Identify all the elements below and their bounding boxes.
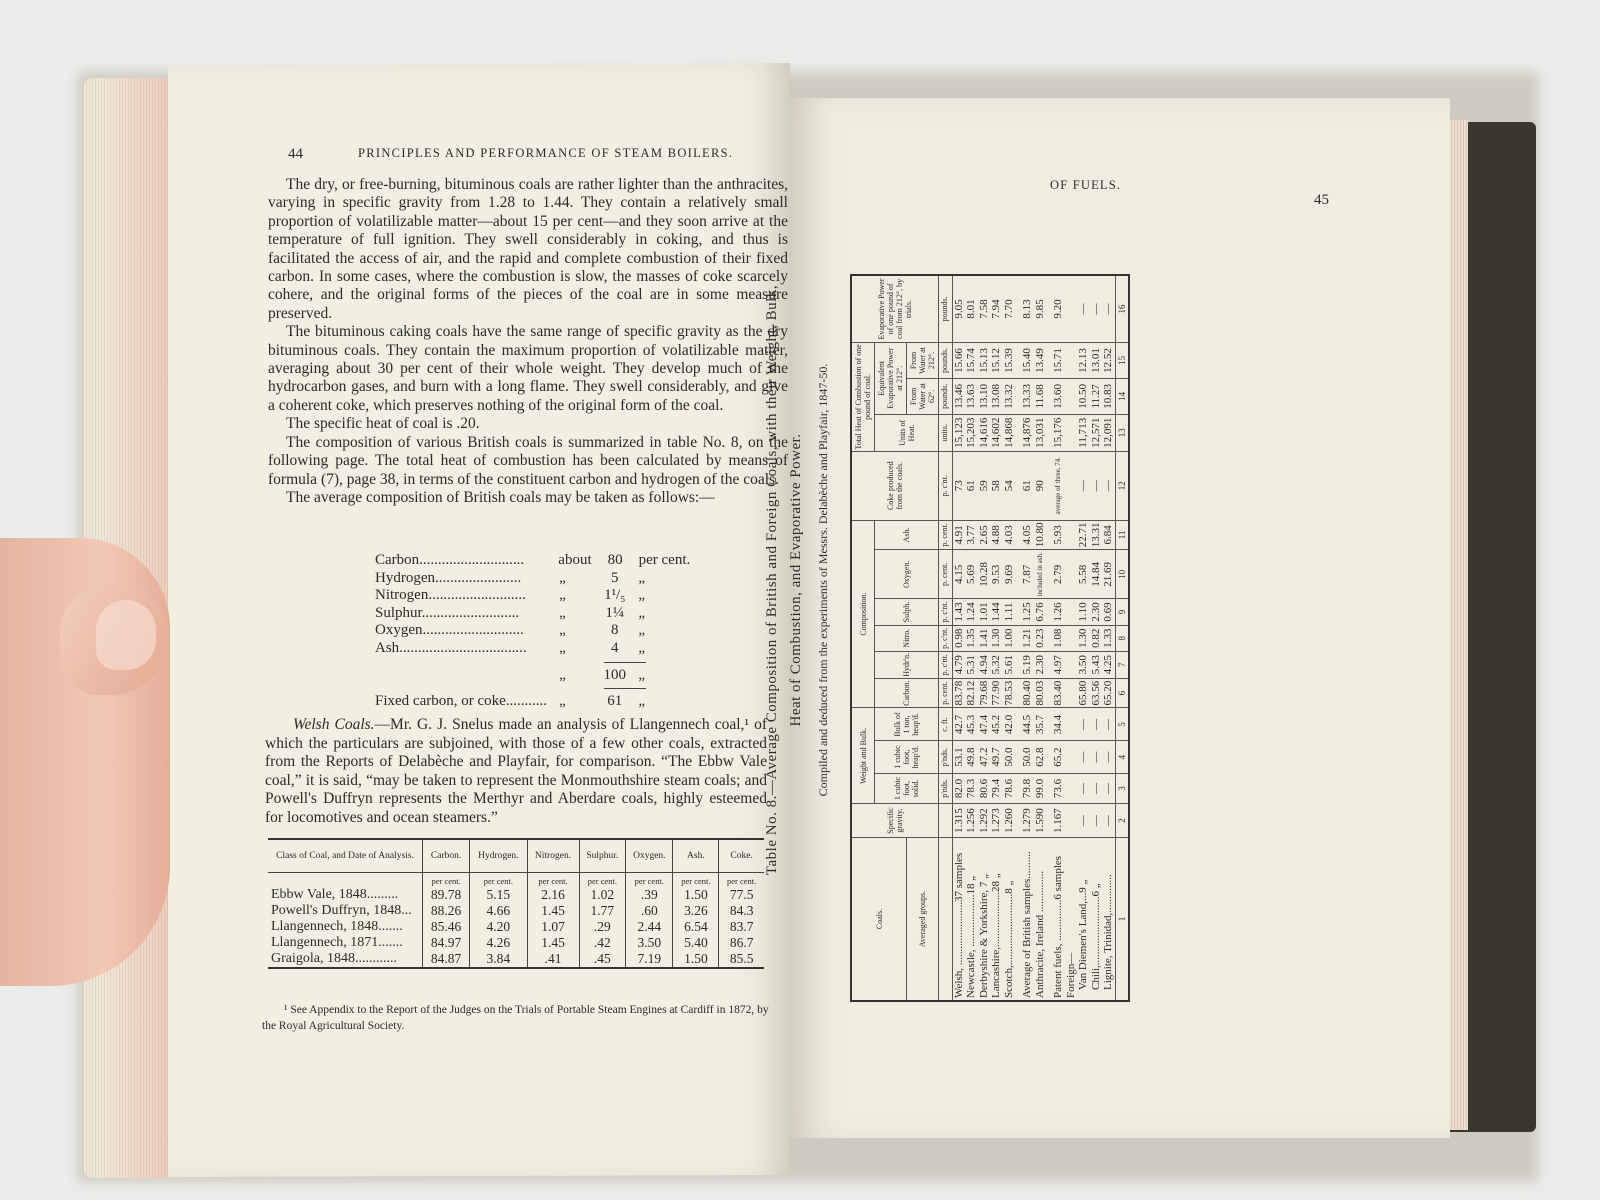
table-row: Anthracite, Ireland ............... 1.590 99.0 62.8 35.7 80.03 2.30 0.23 6.76 included in ash. 10.80 90 13,031 11.68 13.49 9.85 (1034, 275, 1047, 1001)
paragraph-average: The average composition of British coals may be taken as follows:— (286, 488, 715, 506)
header-specific-gravity: Specific gravity. (851, 804, 939, 838)
table-row: Chili,.........................6 „ — — — — 63.56 5.43 0.82 2.30 14.84 13.31 — 12,571 11.27 13.01 — (1090, 275, 1103, 1001)
table-caption: Table No. 8.—Average Composition of British and Foreign Coals, with their Weight, Bulk, (764, 284, 780, 876)
right-running-title: OF FUELS. (1050, 178, 1122, 192)
rotated-table-block (764, 70, 1404, 1090)
header-w2: 1 cubic foot, heap'd. (875, 741, 939, 773)
welsh-coals-table (268, 838, 764, 969)
header-equivalent: Equivalent Evaporative Power at 212°. (875, 342, 907, 414)
table-row: Foreign— (1065, 275, 1078, 1001)
table-header: Hydrogen. (470, 839, 527, 873)
header-coals: Coals. (851, 838, 907, 1002)
table-row: Scotch,..........................8 „ 1.260 78.6 50.0 42.0 78.53 5.61 1.00 1.11 9.69 4.03 54 14,868 13.32 15.39 7.70 (1003, 275, 1016, 1001)
table-header: Carbon. (423, 839, 470, 873)
table-units-row: p'nds. p'nds. c. ft. p. cent. p. c'nt. p. c'nt. p. c'nt. p. cent. p. cent. p. c'nt. units. pounds. pounds. pounds. (939, 275, 953, 1001)
coal-composition-table (850, 274, 1130, 1002)
header-carbon: Carbon. (875, 678, 939, 708)
header-oxygen: Oxygen. (875, 550, 939, 599)
right-page-number: 45 (1314, 192, 1329, 208)
footnote: ¹ See Appendix to the Report of the Judges on the Trials of Portable Steam Engines at Cardiff in 1872, by the Royal Agricultural Society. (262, 1004, 769, 1032)
welsh-heading: Welsh Coals. (293, 716, 375, 733)
header-sulphur: Sulph. (875, 599, 939, 625)
composition-row: Oxygen........................... „ 8 „ (375, 622, 646, 639)
composition-row: Nitrogen.......................... „ 1¹/₅ „ (375, 587, 646, 604)
header-ash: Ash. (875, 520, 939, 550)
left-page-header (288, 146, 788, 163)
composition-row: Sulphur.......................... „ 1¼ „ (375, 604, 646, 621)
paragraph-composition: The composition of various British coals is summarized in table No. 8, on the following page. The total heat of combustion has been calculated by means of formula (7), page 38, in terms of the constituent carbon and hydrogen of the coals. (268, 433, 788, 488)
table-row: Derbyshire & Yorkshire, 7 „ 1.292 80.6 47.2 47.4 79.68 4.94 1.41 1.01 10.28 2.65 59 14,616 13.10 15.13 7.58 (978, 275, 991, 1001)
header-coke: Coke produced from the coals. (851, 451, 939, 520)
paragraph-dry-coals: The dry, or free-burning, bituminous coals are rather lighter than the anthracites, varying in specific gravity from 1.28 to 1.44. They contain a relatively small proportion of volatilizable matter—about 15 per cent—and they soon arrive at the temperature of full ignition. They swell considerably in coking, and thus is facilitated the access of air, and the rapid and complete combustion of their fixed carbon. In some cases, where the combustion is slow, the masses of coke scarcely cohere, and the original forms of the pieces of the coal are in some measure preserved. (268, 176, 788, 322)
header-w3: Bulk of 1 ton, heap'd. (875, 708, 939, 741)
header-evaporative: Evaporative Power of one pound of coal from 212°, by trials. (851, 275, 939, 342)
table-row: Average of British samples.......... 1.279 79.8 50.0 44.5 80.40 5.19 1.21 1.25 7.87 4.05 61 14,876 13.33 15.40 8.13 (1021, 275, 1034, 1001)
table-header: Sulphur. (579, 839, 626, 873)
table-row: Llangennech, 1871....... 84.97 4.26 1.45 .42 3.50 5.40 86.7 (268, 935, 764, 951)
header-heat: Total Heat of Combustion of one pound of coal. (851, 342, 875, 451)
table-header: Class of Coal, and Date of Analysis. (268, 839, 423, 873)
table-row: Llangennech, 1848....... 85.46 4.20 1.07 .29 2.44 6.54 83.7 (268, 919, 764, 935)
header-hydrogen: Hydr'n. (875, 651, 939, 678)
header-weight-bulk: Weight and Bulk. (851, 708, 875, 804)
table-header-row (851, 275, 875, 1001)
table-source-note: Compiled and deduced from the experiments of Messrs. Delabèche and Playfair, 1847-50. (816, 363, 830, 797)
header-composition: Composition. (851, 520, 875, 708)
table-units-row: per cent. per cent. per cent. per cent. per cent. per cent. per cent. (268, 873, 764, 888)
fixed-carbon-row: Fixed carbon, or coke........... „ 61 „ (375, 693, 646, 710)
paragraph-welsh-coals (265, 716, 767, 828)
paragraph-caking-coals: The bituminous caking coals have the same range of specific gravity as the dry bituminous coals. They contain the maximum proportion of volatilizable matter, averaging about 30 per cent of their whole weight. They develop much of the hydrocarbon gases, and burn with a long flame. They swell considerably, and give a coherent coke, which preserves nothing of the original form of the coal. (268, 323, 788, 414)
table-header: Ash. (673, 839, 719, 873)
composition-list (375, 552, 695, 711)
left-body-text (268, 176, 788, 507)
header-from-212: From Water at 212°. (907, 342, 939, 378)
header-units-heat: Units of Heat. (875, 414, 939, 451)
composition-row: Hydrogen....................... „ 5 „ (375, 569, 646, 586)
table-row: Patent fuels, ...............6 samples 1.167 73.6 65.2 34.4 83.40 4.97 1.08 1.26 2.79 5.93 average of three, 74. 15,176 13.60 15.71 9.20 (1052, 275, 1065, 1001)
table-caption-line2: Heat of Combustion, and Evaporative Power. (788, 433, 804, 727)
table-row: Lignite, Trinidad,.............. — — — — 65.20 4.25 1.33 0.69 21.69 6.84 — 12,091 10.83 12.52 — (1102, 275, 1115, 1001)
table-row: Welsh, .......................37 samples 1.315 82.0 53.1 42.7 83.78 4.79 0.98 1.43 4.15 4.91 73 15,123 13.46 15.66 9.05 (952, 275, 965, 1001)
table-row: Newcastle, ...................18 „ 1.256 78.3 49.8 45.3 82.12 5.31 1.35 1.24 5.69 3.77 61 15,203 13.63 15.74 8.01 (965, 275, 978, 1001)
table-header-row (268, 839, 764, 873)
column-number-row: 1 2 3 4 5 6 7 8 9 10 11 12 13 14 15 16 (1115, 275, 1129, 1001)
welsh-text: —Mr. G. J. Snelus made an analysis of Llangennech coal,¹ of which the particulars are subjoined, with those of a few other coals, extracted from the Reports of Delabèche and Playfair, for comparison. “The Ebbw Vale coal,” it is said, “may be taken to represent the Monmouthshire steam coals; and Powell's Duffryn represents the Merthyr and Aberdare coals, highly esteemed for locomotives and ocean steamers.” (265, 716, 767, 826)
paragraph-specific-heat: The specific heat of coal is .20. (286, 415, 480, 433)
table-header: Coke. (719, 839, 764, 873)
table-row: Van Diemen's Land,...9 „ — — — — 65.80 3.50 1.30 1.10 5.58 22.71 — 11,713 10.50 12.13 — (1077, 275, 1090, 1001)
composition-rule (604, 662, 646, 663)
table-header: Oxygen. (626, 839, 673, 873)
composition-row: Ash.................................. „ 4 „ (375, 639, 646, 656)
left-page-number: 44 (288, 146, 303, 162)
composition-row: Carbon............................ about 80 per cent. (375, 552, 691, 568)
table-row: Lancashire,....................28 „ 1.273 79.4 49.7 45.2 77.90 5.32 1.30 1.44 9.53 4.88 58 14,602 13.08 15.12 7.94 (990, 275, 1003, 1001)
header-groups: Averaged groups. (907, 838, 939, 1002)
left-running-title: PRINCIPLES AND PERFORMANCE OF STEAM BOILERS. (358, 146, 734, 160)
table-row: Powell's Duffryn, 1848... 88.26 4.66 1.45 1.77 .60 3.26 84.3 (268, 903, 764, 919)
header-w1: 1 cubic foot, solid. (875, 773, 939, 803)
composition-rule (604, 688, 646, 689)
thumbnail-nail (96, 600, 156, 670)
header-nitrogen: Nitro. (875, 625, 939, 651)
header-from-62: From Water at 62°. (907, 379, 939, 415)
composition-total-row: „ 100 „ (559, 666, 646, 683)
table-header: Nitrogen. (527, 839, 579, 873)
table-row: Ebbw Vale, 1848......... 89.78 5.15 2.16 1.02 .39 1.50 77.5 (268, 887, 764, 903)
table-row: Graigola, 1848............ 84.87 3.84 .41 .45 7.19 1.50 85.5 (268, 951, 764, 968)
